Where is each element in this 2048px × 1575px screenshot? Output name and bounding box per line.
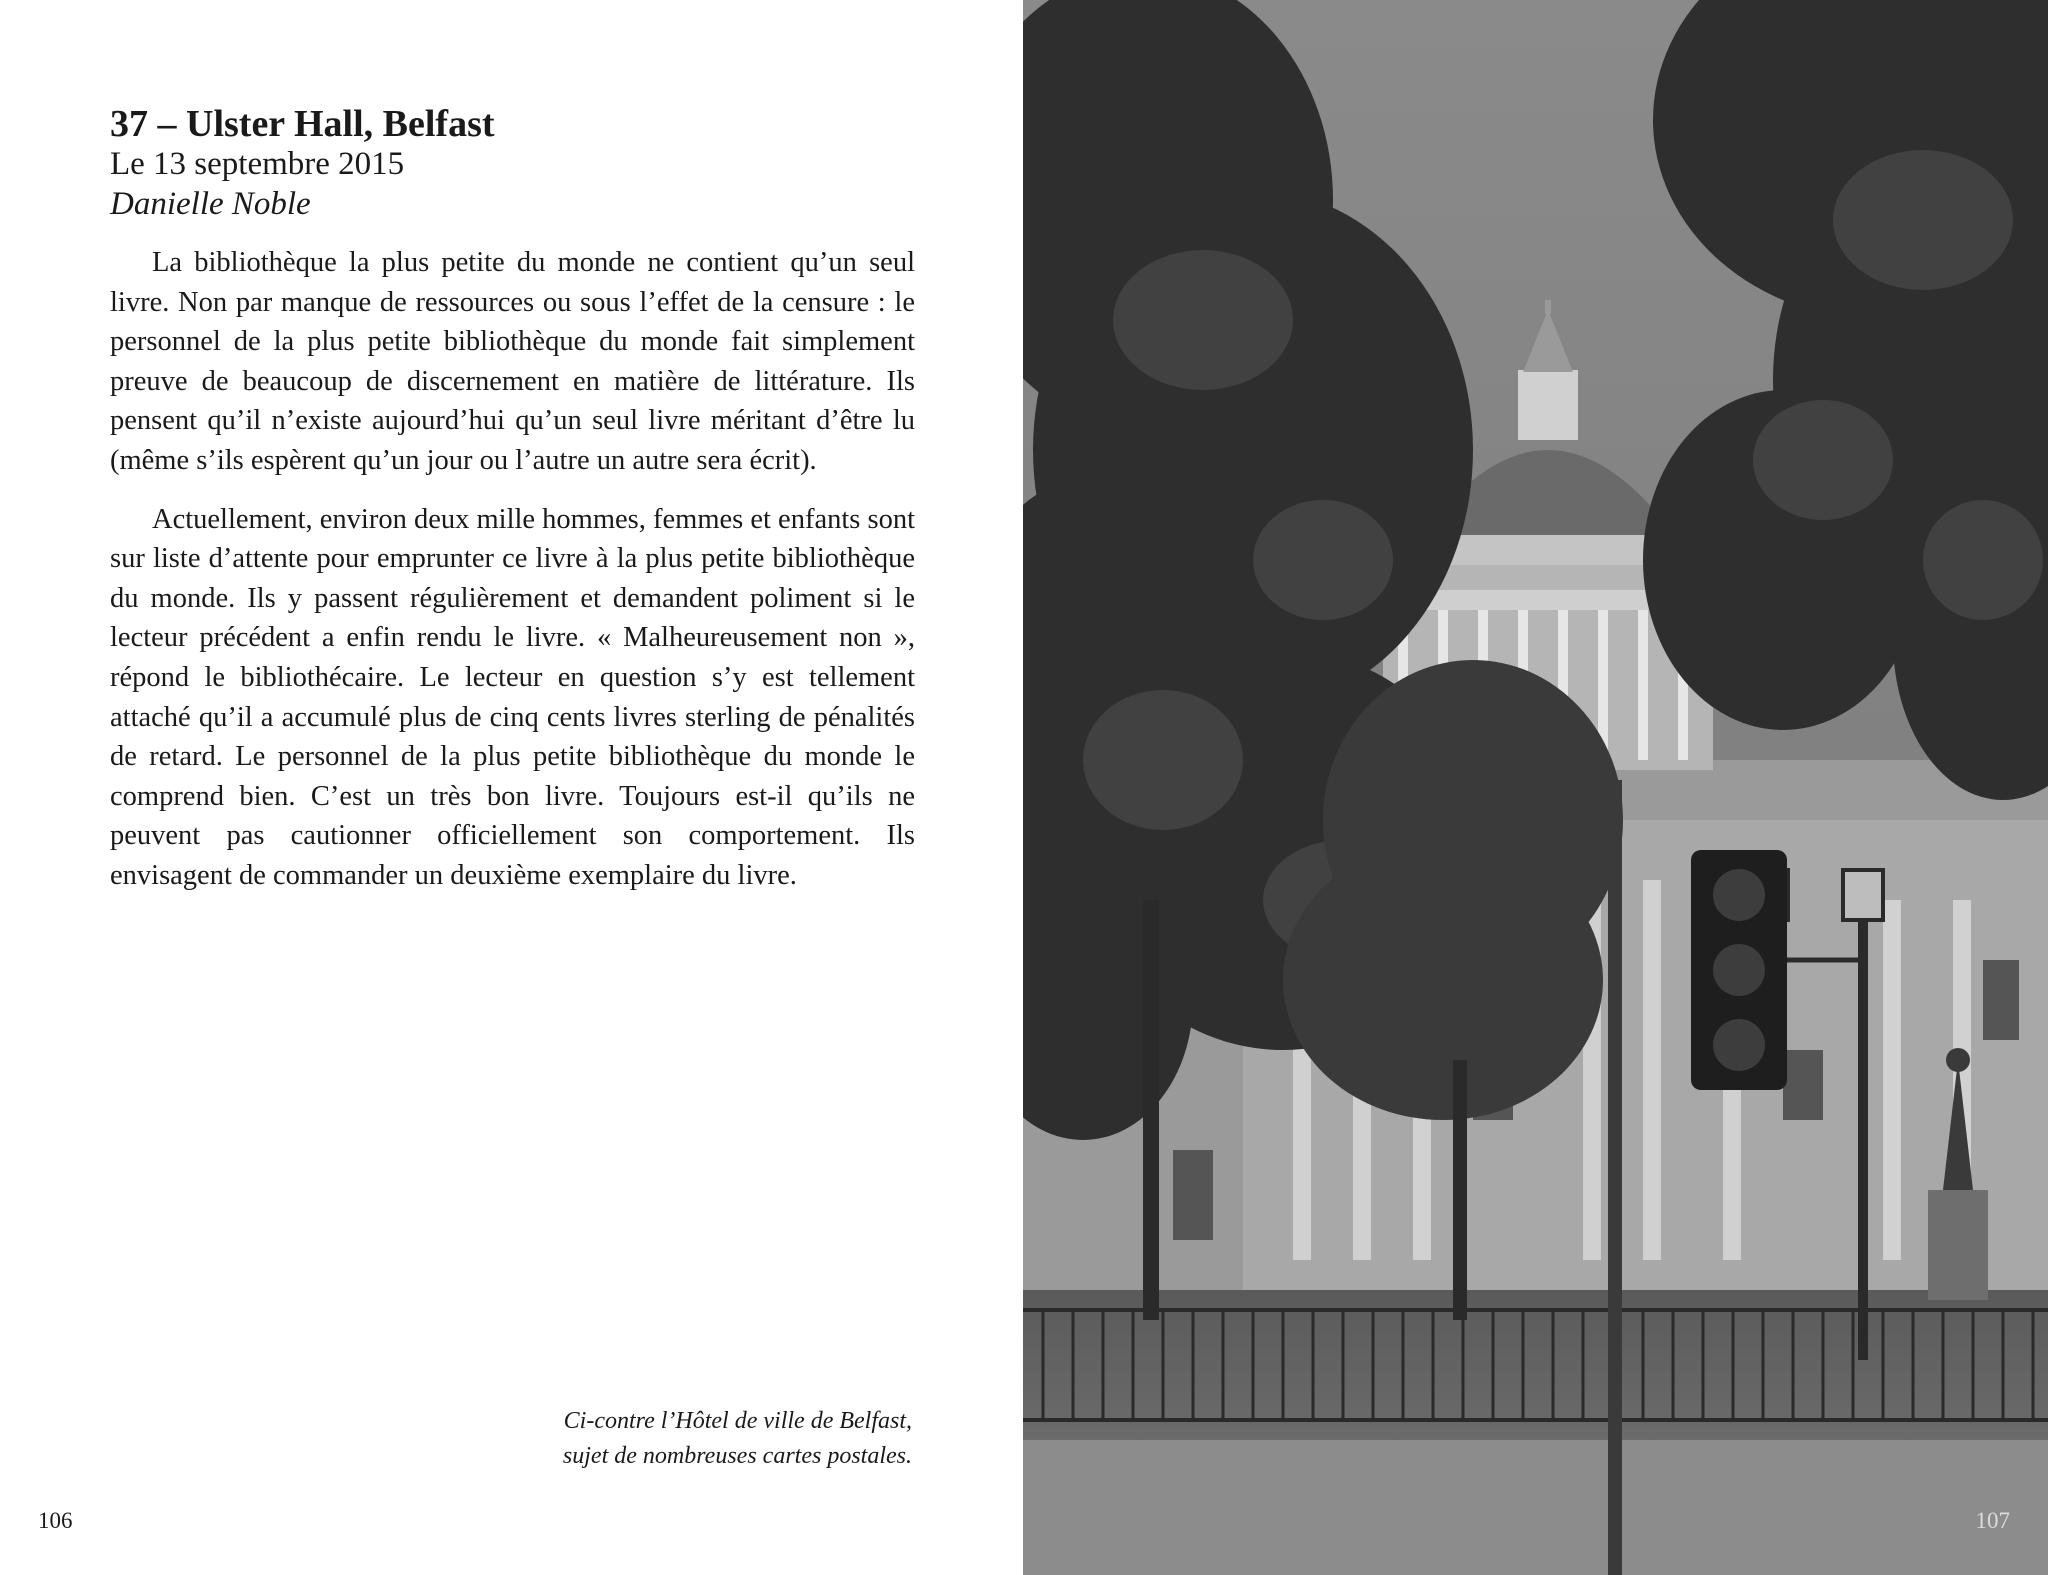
body-paragraph: Actuellement, environ deux mille hommes, femmes et enfants sont sur liste d’attente pour emprunter ce livre à la plus petite bibliothèque du monde. Ils y passent régulièrement et demandent poliment si le lecteur précédent a enfin rendu le livre. « Malheureusement non », répond le bibliothécaire. Le lecteur en question s’y est tellement attaché qu’il a accumulé plus de cinq cents livres sterling de pénalités de retard. Le personnel de la plus petite bibliothèque du monde le comprend bien. C’est un très bon livre. Toujours est-il qu’ils ne peuvent pas cautionner officiellement son comportement. Ils envisagent de commander un deuxième exemplaire du livre. — [110, 503, 915, 891]
entry-date: Le 13 septembre 2015 — [110, 146, 405, 182]
belfast-city-hall-photo — [1023, 0, 2048, 1575]
body-paragraph: La bibliothèque la plus petite du monde ne contient qu’un seul livre. Non par manque de ressources ou sous l’effet de la censure : le personnel de la plus petite bibliothèque du monde fait simplement preuve de beaucoup de discernement en matière de littérature. Ils pensent qu’il n’existe aujourd’hui qu’un seul livre méritant d’être lu (même s’ils espèrent qu’un jour ou l’autre un autre sera écrit). — [110, 247, 915, 476]
page-number-right: 107 — [1975, 1508, 2010, 1533]
entry-heading — [110, 104, 920, 224]
right-page — [1023, 0, 2048, 1575]
caption-line: Ci-contre l’Hôtel de ville de Belfast, — [563, 1408, 912, 1434]
caption-line: sujet de nombreuses cartes postales. — [562, 1443, 912, 1469]
entry-body — [110, 243, 915, 915]
entry-title: 37 – Ulster Hall, Belfast — [110, 103, 495, 145]
photo-caption — [400, 1404, 912, 1474]
left-page — [0, 0, 1023, 1575]
entry-author: Danielle Noble — [110, 186, 311, 222]
page-number-left: 106 — [38, 1508, 73, 1533]
